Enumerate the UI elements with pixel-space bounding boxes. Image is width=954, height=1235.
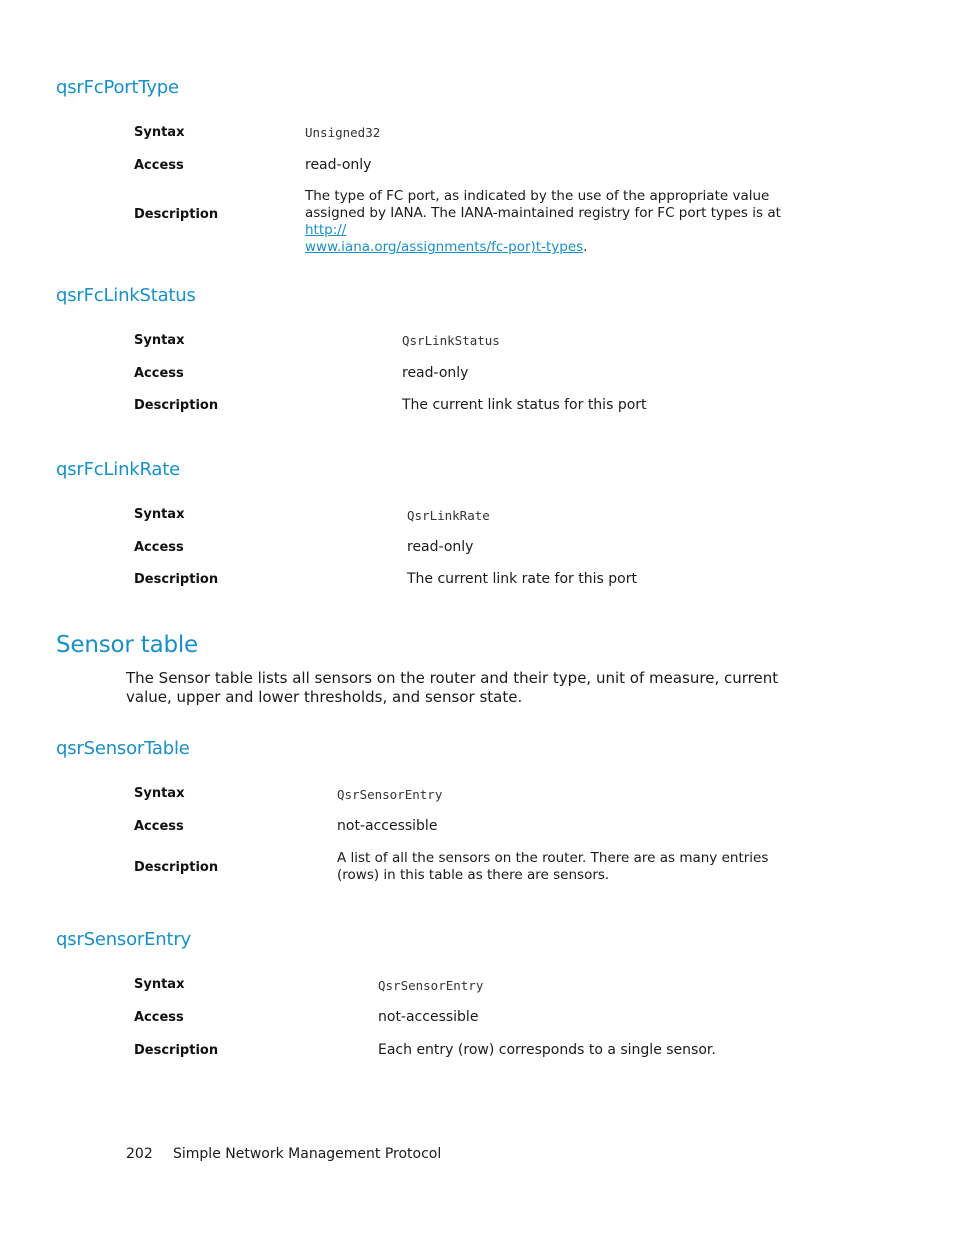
footer-title: Simple Network Management Protocol bbox=[173, 1146, 442, 1162]
syntax-value: QsrSensorEntry bbox=[378, 978, 484, 993]
iana-registry-link-continued[interactable]: www.iana.org/assignments/fc-por)t-types bbox=[305, 239, 584, 255]
syntax-value: QsrLinkRate bbox=[407, 508, 490, 523]
description-text: Each entry (row) corresponds to a single sensor. bbox=[378, 1042, 716, 1058]
description-text: The type of FC port, as indicated by the use of the appropriate value assigned by IANA. The IANA-maintained registry for FC port types is at http:// www.iana.org/assignments/fc-por)t-types. bbox=[305, 188, 781, 255]
access-value: not-accessible bbox=[378, 1009, 479, 1025]
section-title-qsrfclinkstatus: qsrFcLinkStatus bbox=[56, 285, 196, 306]
syntax-label: Syntax bbox=[134, 125, 185, 140]
description-label: Description bbox=[134, 207, 219, 222]
description-text: A list of all the sensors on the router. There are as many entries (rows) in this table as there are sensors. bbox=[337, 850, 769, 883]
syntax-value: Unsigned32 bbox=[305, 125, 381, 140]
syntax-label: Syntax bbox=[134, 333, 185, 348]
section-title-qsrfcporttype: qsrFcPortType bbox=[56, 77, 179, 98]
syntax-label: Syntax bbox=[134, 786, 185, 801]
section-title-qsrfclinkrate: qsrFcLinkRate bbox=[56, 459, 180, 480]
section-title-qsrsensortable: qsrSensorTable bbox=[56, 738, 190, 759]
access-label: Access bbox=[134, 540, 184, 555]
access-label: Access bbox=[134, 366, 184, 381]
description-label: Description bbox=[134, 398, 219, 413]
syntax-value: QsrLinkStatus bbox=[402, 333, 500, 348]
description-text: The current link rate for this port bbox=[407, 571, 637, 587]
access-label: Access bbox=[134, 158, 184, 173]
access-value: read-only bbox=[305, 157, 372, 173]
access-value: read-only bbox=[407, 539, 474, 555]
page-number: 202 bbox=[126, 1146, 153, 1162]
syntax-value: QsrSensorEntry bbox=[337, 787, 443, 802]
access-label: Access bbox=[134, 1010, 184, 1025]
syntax-label: Syntax bbox=[134, 507, 185, 522]
description-label: Description bbox=[134, 1043, 219, 1058]
iana-registry-link[interactable]: http:// bbox=[305, 222, 347, 238]
sensor-table-intro: The Sensor table lists all sensors on the router and their type, unit of measure, current value, upper and lower thresholds, and sensor state. bbox=[126, 669, 779, 706]
access-label: Access bbox=[134, 819, 184, 834]
description-text: The current link status for this port bbox=[402, 397, 647, 413]
syntax-label: Syntax bbox=[134, 977, 185, 992]
description-label: Description bbox=[134, 860, 219, 875]
access-value: read-only bbox=[402, 365, 469, 381]
description-label: Description bbox=[134, 572, 219, 587]
section-heading-sensor-table: Sensor table bbox=[56, 632, 199, 658]
section-title-qsrsensorentry: qsrSensorEntry bbox=[56, 929, 191, 950]
access-value: not-accessible bbox=[337, 818, 438, 834]
